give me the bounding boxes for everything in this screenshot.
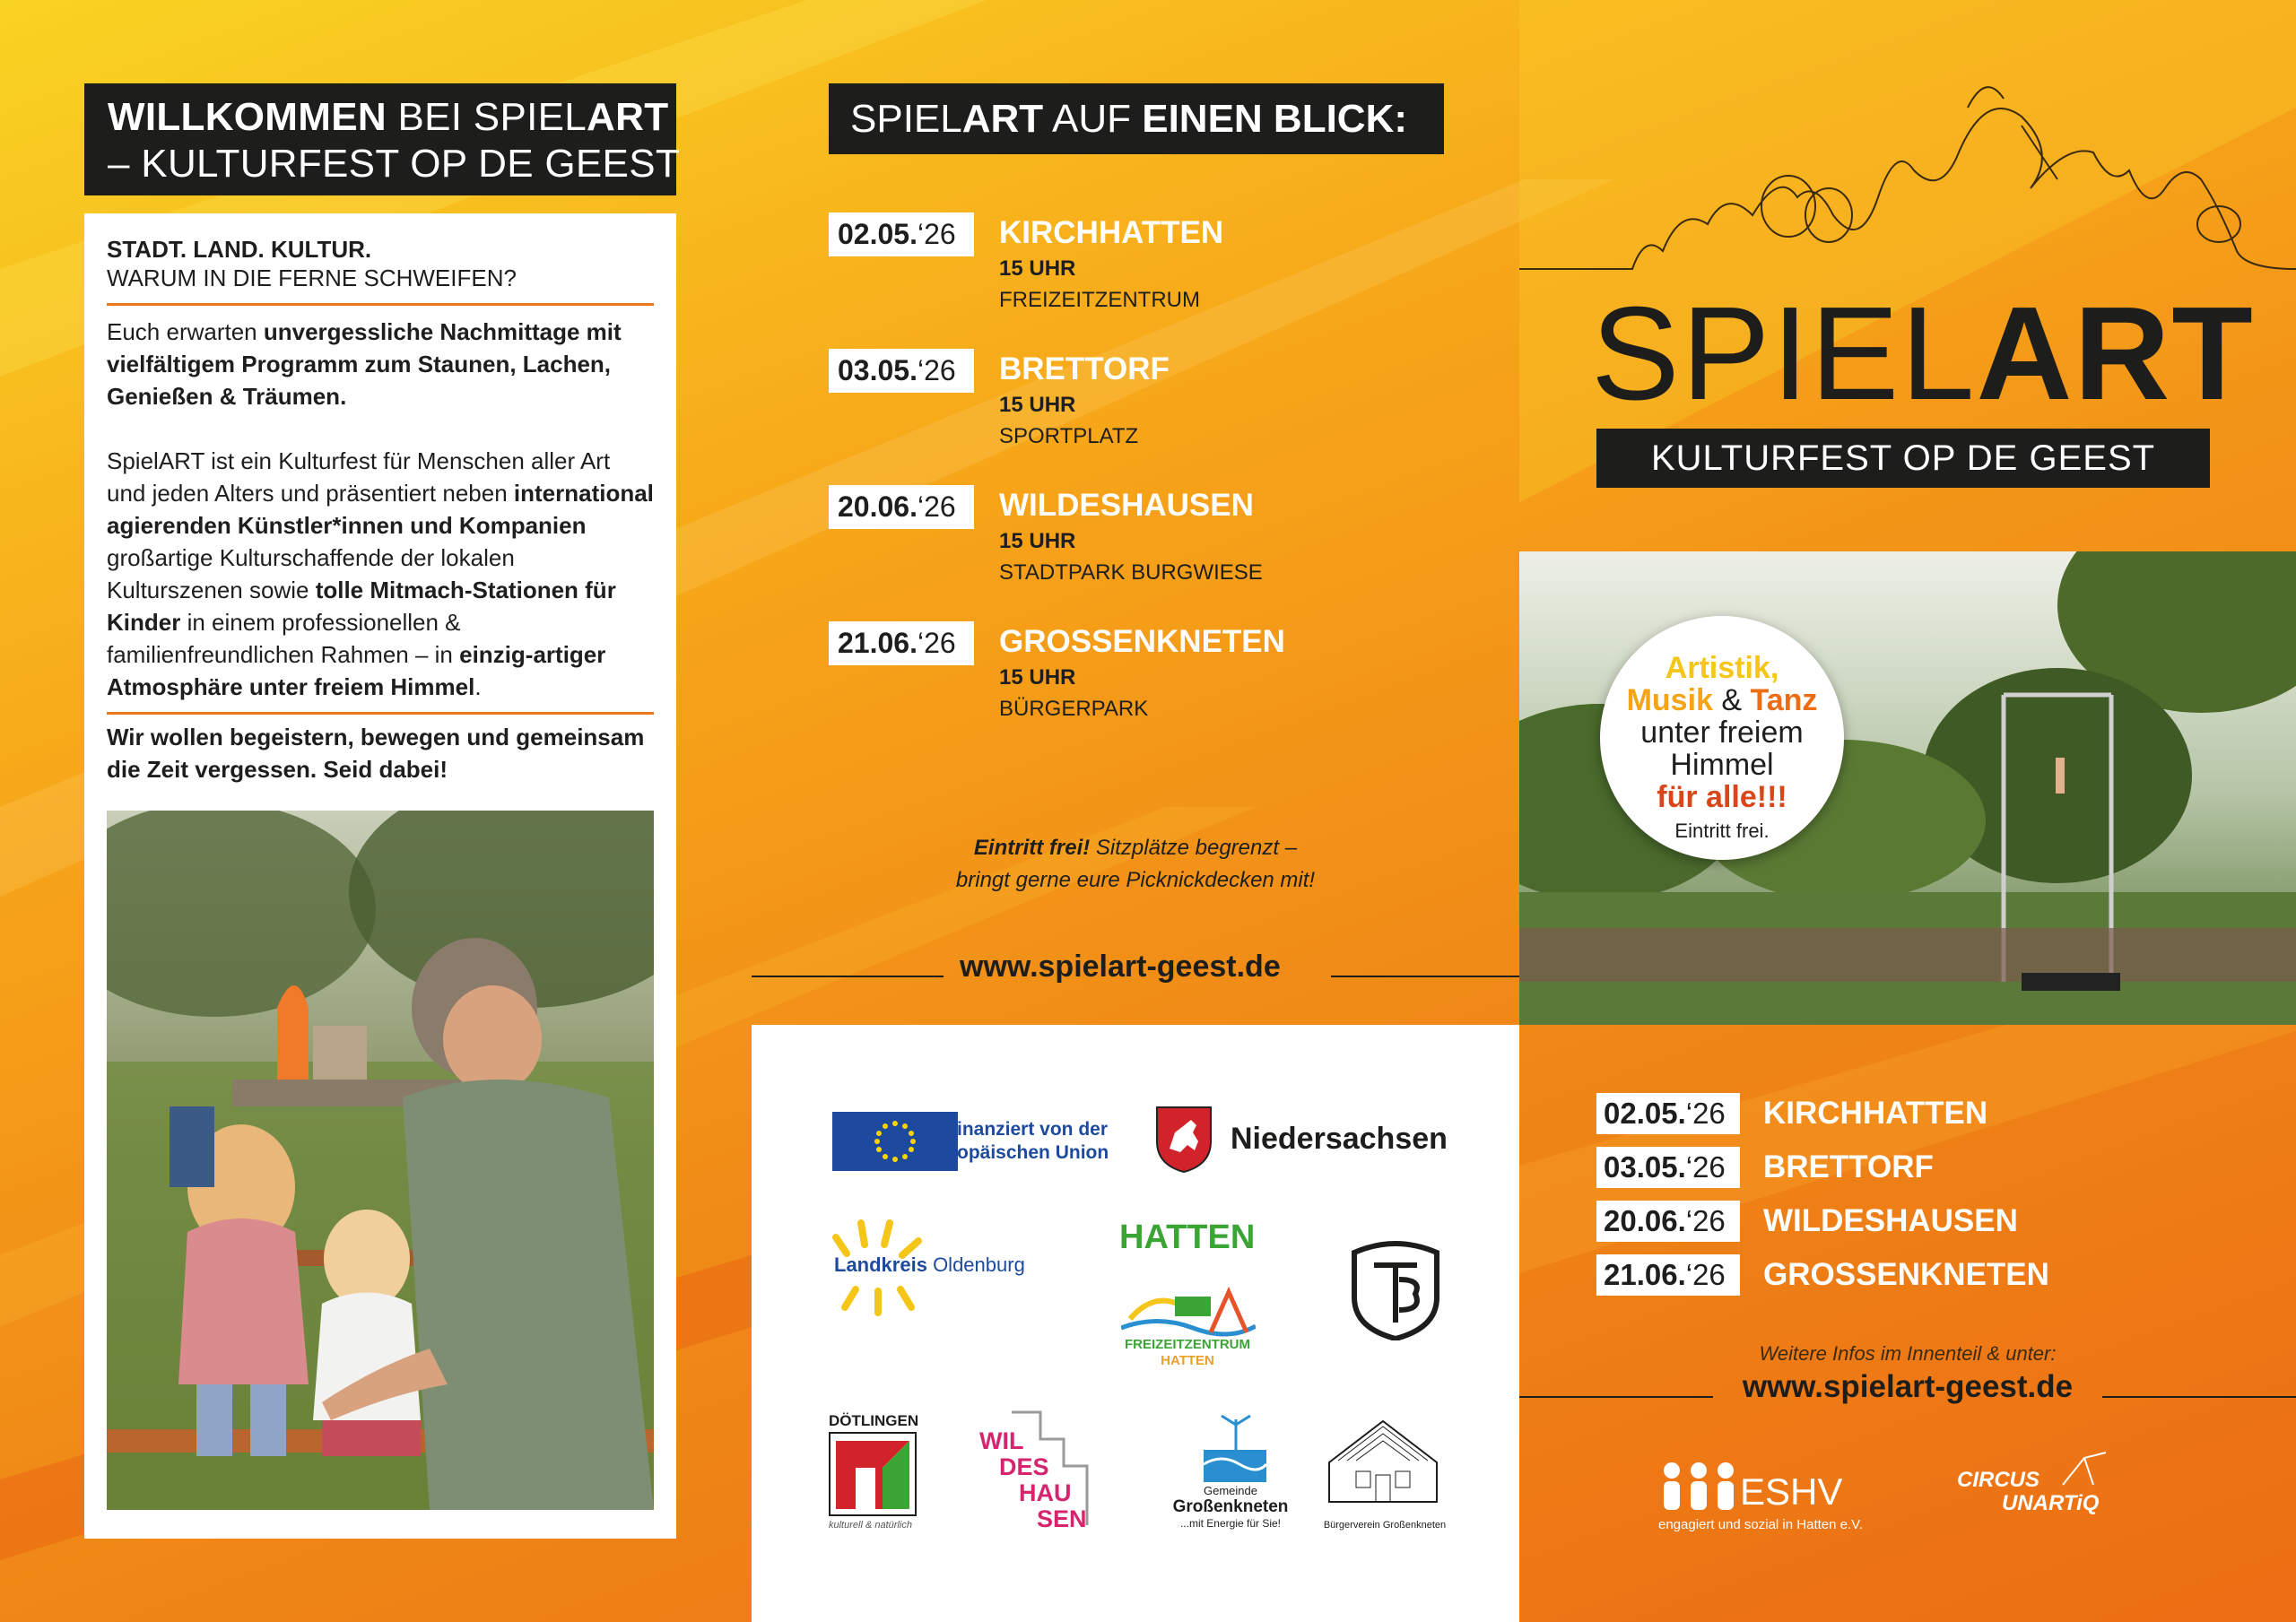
url-rule-left [752,976,944,977]
title-bold: WILLKOMMEN [108,95,387,139]
divider [107,712,654,715]
intro-paragraph: Euch erwarten unvergessliche Nachmittage mit vielfältigem Programm zum Staunen, Lachen, Genießen & Träumen. [107,318,622,410]
festival-hero-photo [1519,551,2296,1025]
freizeitzentrum-text: FREIZEITZENTRUM HATTEN [1125,1337,1250,1368]
event-location: SPORTPLATZ [999,424,1139,448]
artistik-badge: Artistik, Musik & Tanz unter freiem Himmel für alle!!! Eintritt frei. [1600,616,1844,860]
sponsor-logos [752,1025,1519,1622]
circus-unartiq-logo: CIRCUS UNARTiQ [1957,1468,2100,1515]
doetlingen-title: DÖTLINGEN [829,1412,919,1429]
left-panel [0,0,752,1622]
grossenkneten-text: Gemeinde Großenkneten ...mit Energie für Sie! [1172,1484,1289,1530]
closing-paragraph: Wir wollen begeistern, bewegen und gemeinsam die Zeit vergessen. Seid dabei! [107,724,645,783]
date-city: GROSSENKNETEN [1763,1257,2049,1292]
more-info-note: Weitere Infos im Innenteil & unter: [1759,1342,2057,1365]
grossenkneten-windmill-icon [1195,1414,1275,1482]
doetlingen-subtitle: kulturell & natürlich [829,1520,912,1531]
event-location: STADTPARK BURGWIESE [999,560,1263,585]
buergerverein-house-icon [1320,1416,1446,1505]
family-photo [107,811,654,1510]
website-link[interactable]: www.spielart-geest.de [960,950,1281,984]
admission-note-line2: bringt gerne eure Picknickdecken mit! [955,868,1316,892]
subhead-ferne: WARUM IN DIE FERNE SCHWEIFEN? [107,265,517,291]
date-city: BRETTORF [1763,1149,1934,1184]
title-bold2: ART [587,95,669,139]
event-time: 15 UHR [999,393,1076,417]
description-paragraph: SpielART ist ein Kulturfest für Menschen aller Art und jeden Alters und präsentiert neben international agierenden Künstler*innen und Kompanien großartige Kulturschaffende der lokalen Kulturszenen sowie tolle Mitmach-Stationen für Kinder in einem professionellen & familienfreundlichen Rahmen – in einzig-artiger Atmosphäre unter freiem Himmel. [107,447,654,700]
subhead-stadt-land-kultur: STADT. LAND. KULTUR. [107,236,372,263]
date-city: KIRCHHATTEN [1763,1096,1988,1131]
event-city: WILDESHAUSEN [999,488,1254,523]
landkreis-text: Landkreis Oldenburg [834,1253,1025,1276]
admission-note: Eintritt frei! Sitzplätze begrenzt – [973,836,1298,860]
event-date-badge: 20.06.‘26 [829,485,974,529]
event-city: GROSSENKNETEN [999,624,1285,659]
date-city: WILDESHAUSEN [1763,1203,2018,1238]
divider [107,303,654,306]
freizeitzentrum-icon [1121,1283,1256,1342]
middle-panel [752,0,1519,1622]
date-badge: 21.06.‘26 [1596,1254,1740,1296]
event-date-badge: 02.05.‘26 [829,213,974,256]
title-line2: – KULTURFEST OP DE GEEST [108,142,681,186]
date-badge: 02.05.‘26 [1596,1093,1740,1134]
url-rule-right [2102,1396,2296,1398]
spielart-logo: SPIELART [1591,280,2255,428]
event-date-badge: 21.06.‘26 [829,621,974,665]
line-art-performers-illustration [1519,54,2296,287]
doetlingen-logo-icon [829,1432,917,1516]
kulturfest-subtitle: KULTURFEST OP DE GEEST [1596,429,2210,488]
event-location: BÜRGERPARK [999,697,1149,721]
wildeshausen-logo: WIL DES HAU SEN [979,1427,1087,1532]
event-time: 15 UHR [999,256,1076,281]
event-city: BRETTORF [999,351,1170,386]
tb-brettorf-crest-icon [1349,1240,1442,1340]
date-badge: 03.05.‘26 [1596,1147,1740,1188]
buergerverein-text: Bürgerverein Großenkneten [1323,1520,1447,1531]
event-date-badge: 03.05.‘26 [829,349,974,393]
date-badge: 20.06.‘26 [1596,1201,1740,1242]
url-rule-right [1331,976,1519,977]
eu-text: Kofinanziert von der Europäischen Union [926,1119,1109,1163]
niedersachsen-crest-icon [1155,1106,1213,1174]
niedersachsen-text: Niedersachsen [1231,1122,1448,1156]
event-time: 15 UHR [999,529,1076,553]
eshv-logo: ESHV [1740,1470,1843,1513]
title-rest: BEI SPIEL [386,95,587,139]
welcome-card [84,213,676,1539]
circus-figure-icon [2057,1449,2111,1494]
eshv-subtitle: engagiert und sozial in Hatten e.V. [1658,1517,1863,1532]
overview-title: SPIELART AUF EINEN BLICK: [829,83,1444,154]
event-location: FREIZEITZENTRUM [999,288,1200,312]
right-panel [1519,0,2296,1622]
event-city: KIRCHHATTEN [999,215,1224,250]
website-link[interactable]: www.spielart-geest.de [1742,1369,2074,1404]
eshv-figures-icon [1658,1462,1741,1512]
welcome-title [84,83,681,195]
event-time: 15 UHR [999,665,1076,690]
hatten-logo: HATTEN [1119,1219,1256,1256]
